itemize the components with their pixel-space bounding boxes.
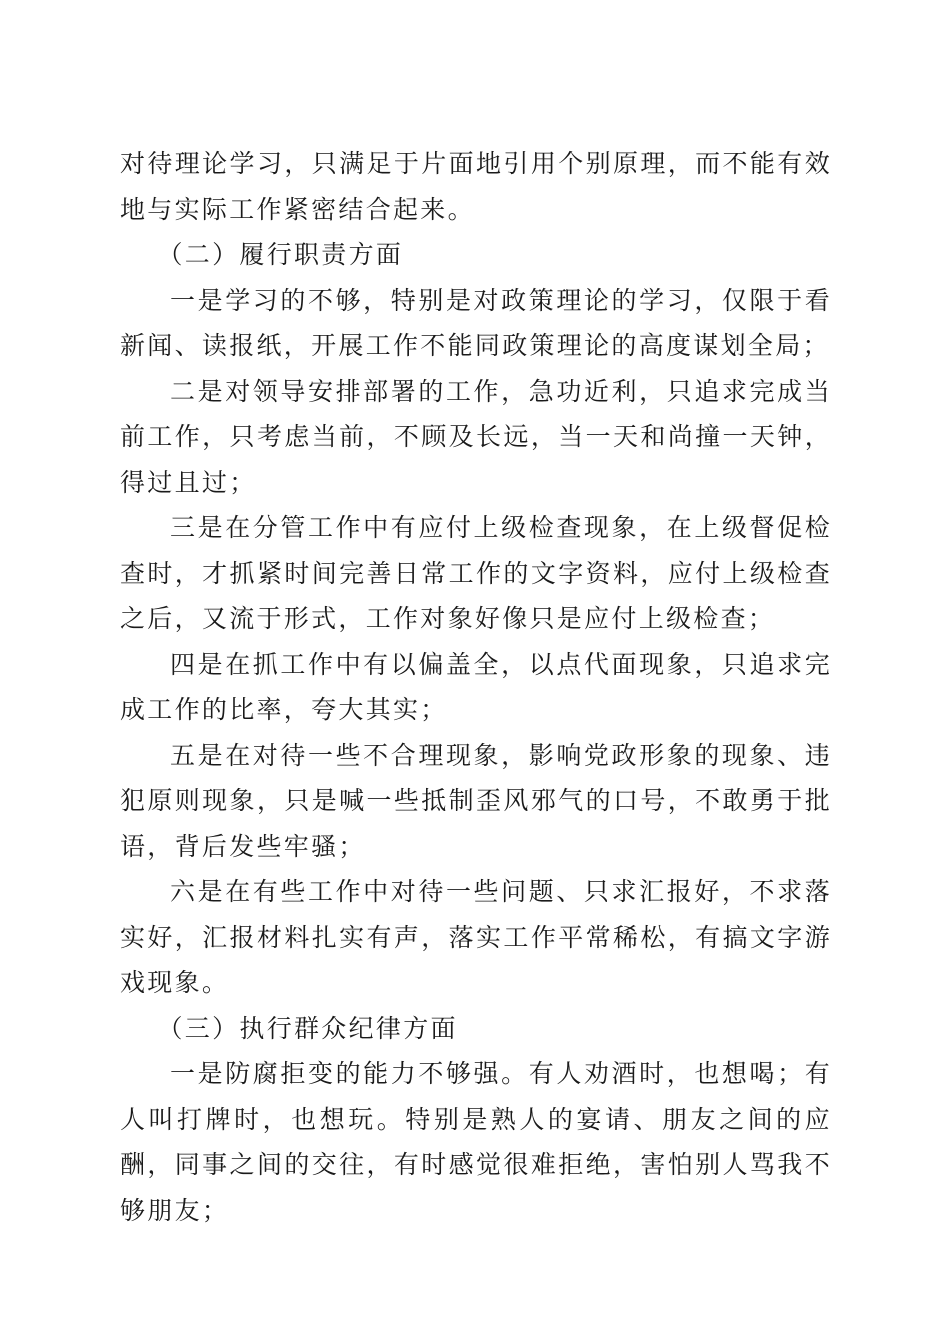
section-heading-2: （二）履行职责方面 xyxy=(157,240,404,269)
paragraph-item-2: 二是对领导安排部署的工作，急功近利，只追求完成当前工作，只考虑当前，不顾及长远，当一天和尚撞一天钟，得过且过； xyxy=(120,376,832,497)
document-body xyxy=(120,141,832,1233)
paragraph-item-1: 一是学习的不够，特别是对政策理论的学习，仅限于看新闻、读报纸，开展工作不能同政策理论的高度谋划全局； xyxy=(120,285,832,360)
paragraph-continuation: 对待理论学习，只满足于片面地引用个别原理，而不能有效地与实际工作紧密结合起来。 xyxy=(120,149,832,224)
paragraph-item-6: 六是在有些工作中对待一些问题、只求汇报好，不求落实好，汇报材料扎实有声，落实工作平常稀松，有搞文字游戏现象。 xyxy=(120,877,832,997)
section-heading-3: （三）执行群众纪律方面 xyxy=(157,1013,458,1043)
paragraph-item-4: 四是在抓工作中有以偏盖全，以点代面现象，只追求完成工作的比率，夸大其实； xyxy=(120,649,832,724)
paragraph-item-3: 三是在分管工作中有应付上级检查现象，在上级督促检查时，才抓紧时间完善日常工作的文字资料，应付上级检查之后，又流于形式，工作对象好像只是应付上级检查； xyxy=(120,513,832,633)
paragraph-item-5: 五是在对待一些不合理现象，影响党政形象的现象、违犯原则现象，只是喊一些抵制歪风邪气的口号，不敢勇于批语，背后发些牢骚； xyxy=(120,740,832,861)
paragraph-item-7: 一是防腐拒变的能力不够强。有人劝酒时，也想喝；有人叫打牌时，也想玩。特别是熟人的宴请、朋友之间的应酬，同事之间的交往，有时感觉很难拒绝，害怕别人骂我不够朋友； xyxy=(120,1059,832,1225)
